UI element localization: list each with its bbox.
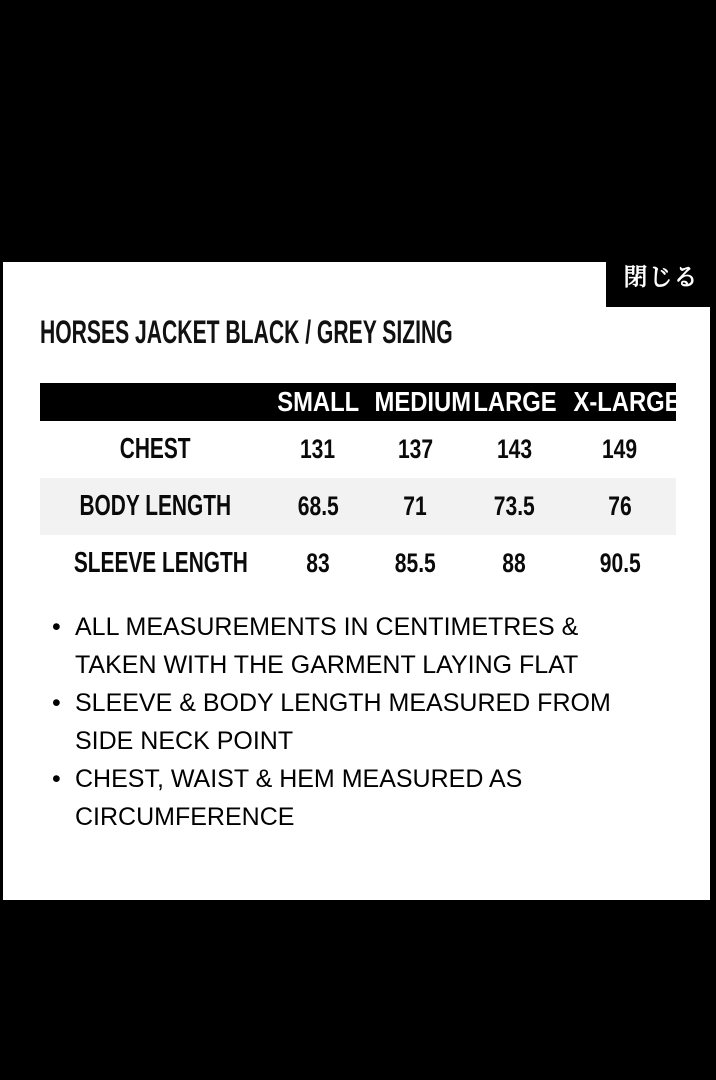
column-header-xlarge-text: X-LARGE [573,386,681,417]
column-header-xlarge [564,383,681,421]
table-row-body-length [40,478,676,535]
cell-sleevelength-small [270,535,366,592]
cell-value: 73.5 [494,491,535,521]
cell-value: 83 [306,548,330,578]
cell-bodylength-small [270,478,366,535]
cell-sleevelength-xlarge [564,535,676,592]
bullet-icon: • [52,689,61,717]
table-header-row [40,383,676,421]
cell-value: 85.5 [395,548,436,578]
cell-value: 131 [300,434,336,464]
cell-chest-large [465,421,564,478]
table-row-sleeve-length [40,535,676,592]
note-line: TAKEN WITH THE GARMENT LAYING FLAT [75,651,579,679]
note-line: CIRCUMFERENCE [75,803,295,831]
note-line: SLEEVE & BODY LENGTH MEASURED FROM [75,689,611,717]
cell-value: 149 [602,434,638,464]
note-text [75,608,578,684]
sizing-table [40,383,681,592]
column-header-medium-text: MEDIUM [374,386,472,417]
row-label-sleeve-length-text: SLEEVE LENGTH [73,547,248,579]
column-header-small-text: SMALL [277,386,360,417]
column-header-medium [366,383,472,421]
row-label-chest [40,421,270,478]
note-text [75,760,522,836]
note-line: SIDE NECK POINT [75,727,294,755]
note-item-sleeve-body [43,684,683,760]
cell-value: 90.5 [599,548,641,578]
row-label-chest-text: CHEST [119,433,191,465]
row-label-body-length [40,478,270,535]
cell-value: 76 [608,491,632,521]
bullet-icon: • [52,765,61,793]
bullet-icon: • [52,613,61,641]
cell-chest-small [270,421,366,478]
table-row-chest [40,421,676,478]
modal-title [40,316,665,348]
cell-value: 71 [403,491,428,521]
cell-sleevelength-large [465,535,564,592]
notes-list [43,608,683,836]
cell-bodylength-large [465,478,564,535]
cell-chest-xlarge [564,421,676,478]
cell-value: 137 [397,434,434,464]
sizing-modal [3,262,710,900]
column-header-small [270,383,366,421]
column-header-large-text: LARGE [472,386,557,417]
row-label-body-length-text: BODY LENGTH [79,490,231,522]
cell-value: 88 [502,548,527,578]
cell-chest-medium [366,421,465,478]
table-corner-cell [40,383,270,421]
cell-bodylength-xlarge [564,478,676,535]
cell-bodylength-medium [366,478,465,535]
cell-value: 143 [496,434,533,464]
note-item-measurements [43,608,683,684]
note-item-circumference [43,760,683,836]
row-label-sleeve-length [40,535,270,592]
cell-value: 68.5 [297,491,339,521]
note-line: CHEST, WAIST & HEM MEASURED AS [75,765,523,793]
note-line: ALL MEASUREMENTS IN CENTIMETRES & [75,613,579,641]
close-button[interactable]: 閉じる [606,236,716,307]
cell-sleevelength-medium [366,535,465,592]
modal-title-text: HORSES JACKET BLACK / GREY SIZING [40,314,453,350]
note-text [75,684,611,760]
column-header-large [465,383,564,421]
